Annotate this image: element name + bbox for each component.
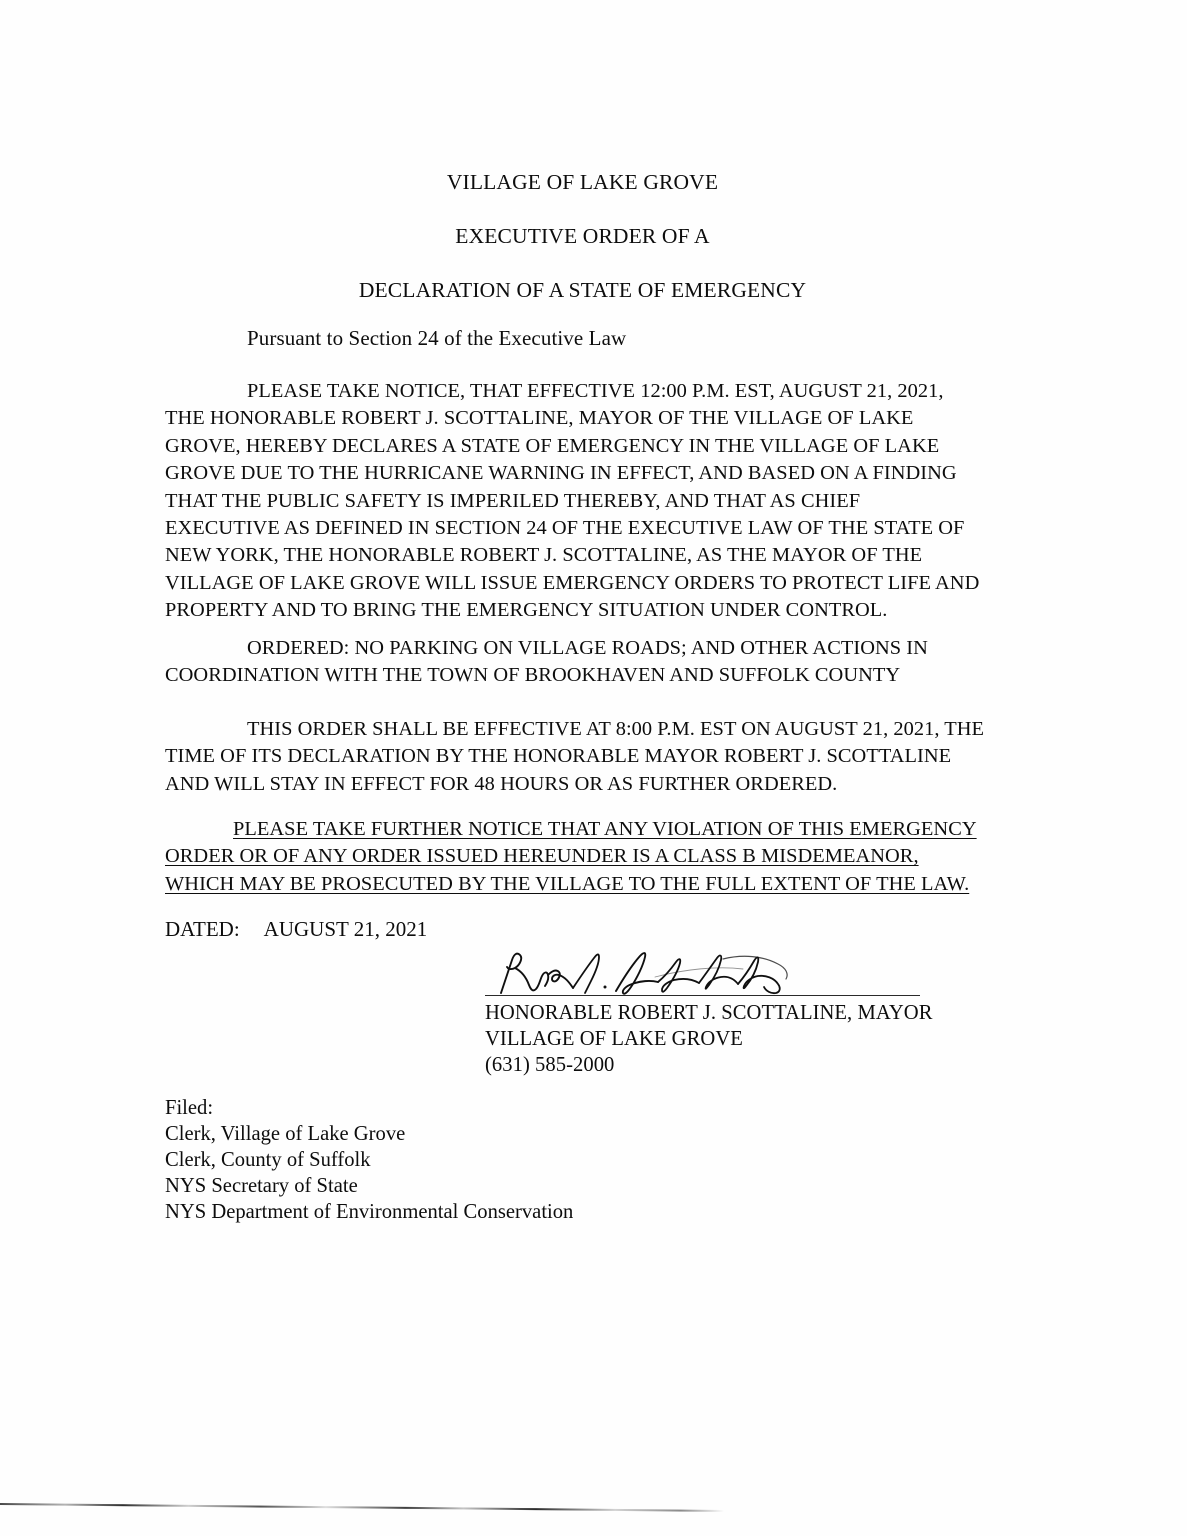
filed-distribution-list xyxy=(165,1096,573,1226)
paragraph-line: EXECUTIVE AS DEFINED IN SECTION 24 OF THE EXECUTIVE LAW OF THE STATE OF xyxy=(165,517,965,540)
document-subtitle-order: EXECUTIVE ORDER OF A xyxy=(455,224,710,248)
dated-value: AUGUST 21, 2021 xyxy=(263,917,428,941)
dated-line xyxy=(165,917,427,942)
paragraph-line: VILLAGE OF LAKE GROVE WILL ISSUE EMERGENCY ORDERS TO PROTECT LIFE AND xyxy=(165,571,980,594)
signature-org-line: VILLAGE OF LAKE GROVE xyxy=(485,1028,743,1050)
paragraph-line: ORDERED: NO PARKING ON VILLAGE ROADS; AND OTHER ACTIONS IN xyxy=(247,637,928,659)
signature-name-line: HONORABLE ROBERT J. SCOTTALINE, MAYOR xyxy=(485,1002,933,1024)
signature-block xyxy=(485,950,1005,1085)
dated-label: DATED: xyxy=(165,917,240,941)
paragraph-line: GROVE, HEREBY DECLARES A STATE OF EMERGENCY IN THE VILLAGE OF LAKE xyxy=(165,434,940,457)
paragraph-line: PLEASE TAKE FURTHER NOTICE THAT ANY VIOLATION OF THIS EMERGENCY xyxy=(233,818,977,840)
paragraph-line: GROVE DUE TO THE HURRICANE WARNING IN EFFECT, AND BASED ON A FINDING xyxy=(165,462,957,485)
scan-edge-artifact xyxy=(0,1497,724,1521)
paragraph-line: COORDINATION WITH THE TOWN OF BROOKHAVEN AND SUFFOLK COUNTY xyxy=(165,664,901,687)
filed-label: Filed: xyxy=(165,1097,214,1119)
filed-recipient: NYS Department of Environmental Conservation xyxy=(165,1200,574,1223)
statutory-reference: Pursuant to Section 24 of the Executive Law xyxy=(247,326,627,350)
paragraph-effective-time xyxy=(165,716,1065,798)
filed-recipient: Clerk, Village of Lake Grove xyxy=(165,1122,406,1145)
paragraph-line: WHICH MAY BE PROSECUTED BY THE VILLAGE TO THE FULL EXTENT OF THE LAW. xyxy=(165,872,970,895)
filed-recipient: NYS Secretary of State xyxy=(165,1174,358,1197)
signature-phone-line: (631) 585-2000 xyxy=(485,1054,615,1076)
paragraph-line: THIS ORDER SHALL BE EFFECTIVE AT 8:00 P.M. EST ON AUGUST 21, 2021, THE xyxy=(247,718,985,740)
paragraph-line: NEW YORK, THE HONORABLE ROBERT J. SCOTTALINE, AS THE MAYOR OF THE xyxy=(165,544,923,567)
filed-recipient: Clerk, County of Suffolk xyxy=(165,1148,371,1171)
paragraph-violation-notice xyxy=(165,816,1065,898)
document-subtitle-declaration: DECLARATION OF A STATE OF EMERGENCY xyxy=(358,278,807,302)
paragraph-line: THE HONORABLE ROBERT J. SCOTTALINE, MAYOR OF THE VILLAGE OF LAKE xyxy=(165,407,914,430)
paragraph-line: PROPERTY AND TO BRING THE EMERGENCY SITUATION UNDER CONTROL. xyxy=(165,599,888,622)
document-title: VILLAGE OF LAKE GROVE xyxy=(446,170,719,194)
signature-rule xyxy=(485,995,920,996)
paragraph-line: ORDER OR OF ANY ORDER ISSUED HEREUNDER IS A CLASS B MISDEMEANOR, xyxy=(165,845,919,868)
paragraph-line: TIME OF ITS DECLARATION BY THE HONORABLE MAYOR ROBERT J. SCOTTALINE xyxy=(165,745,952,768)
paragraph-please-take-notice xyxy=(165,378,1065,625)
paragraph-line: AND WILL STAY IN EFFECT FOR 48 HOURS OR AS FURTHER ORDERED. xyxy=(165,772,838,795)
paragraph-ordered xyxy=(165,635,1065,690)
paragraph-line: PLEASE TAKE NOTICE, THAT EFFECTIVE 12:00 P.M. EST, AUGUST 21, 2021, xyxy=(247,380,944,402)
paragraph-line: THAT THE PUBLIC SAFETY IS IMPERILED THEREBY, AND THAT AS CHIEF xyxy=(165,489,861,512)
handwritten-signature-icon xyxy=(495,947,795,999)
